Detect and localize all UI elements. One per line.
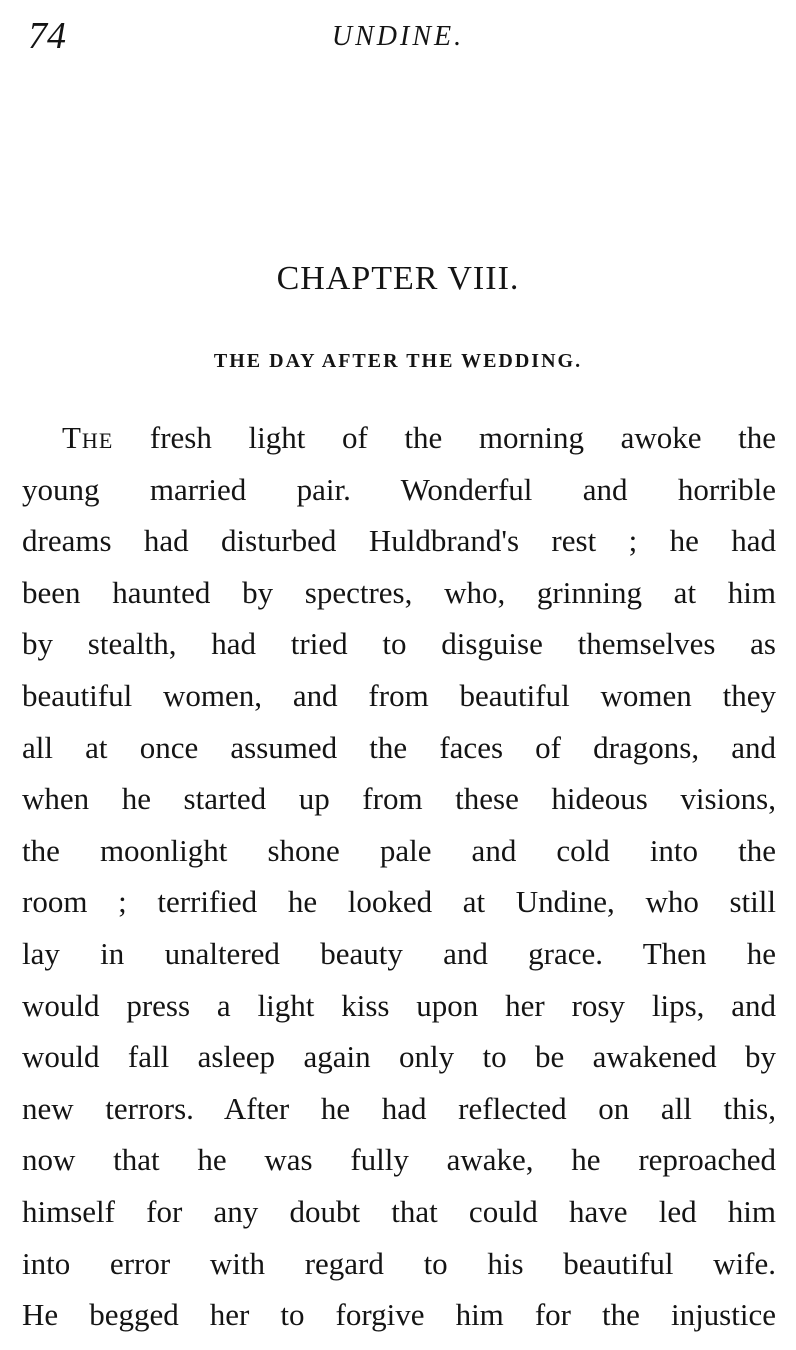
chapter-subtitle: THE DAY AFTER THE WEDDING. [213,350,583,372]
text-line: dreams had disturbed Huldbrand's rest ; he had [22,523,776,559]
running-head: UNDINE. [331,21,465,52]
text-line: He begged her to forgive him for the injustice [22,1297,776,1333]
page-number: 74 [28,15,66,57]
text-line: lay in unaltered beauty and grace. Then he [22,935,776,971]
text-line: would fall asleep again only to be awakened by [22,1039,776,1075]
text-line: would press a light kiss upon her rosy lips, and [22,987,776,1023]
text-line: been haunted by spectres, who, grinning at him [22,574,776,610]
text-line: young married pair. Wonderful and horrible [22,471,776,507]
text-line-first [22,416,776,468]
text-line: into error with regard to his beautiful wife. [22,1245,776,1281]
text-line: new terrors. After he had reflected on all this, [22,1090,776,1126]
text-line: by stealth, had tried to disguise themselves as [22,626,776,662]
text-line: all at once assumed the faces of dragons, and [22,729,776,765]
text-line: room ; terrified he looked at Undine, who still [22,884,776,920]
first-line-rest: fresh light of the morning awoke the [113,420,776,455]
body-text [22,416,776,1345]
text-line: himself for any doubt that could have led him [22,1193,776,1229]
text-line: beautiful women, and from beautiful women they [22,677,776,713]
opening-word: The [62,420,114,455]
text-line: the moonlight shone pale and cold into the [22,832,776,868]
text-line: when he started up from these hideous visions, [22,781,776,817]
text-line: now that he was fully awake, he reproached [22,1142,776,1178]
chapter-title: CHAPTER VIII. [276,260,520,297]
